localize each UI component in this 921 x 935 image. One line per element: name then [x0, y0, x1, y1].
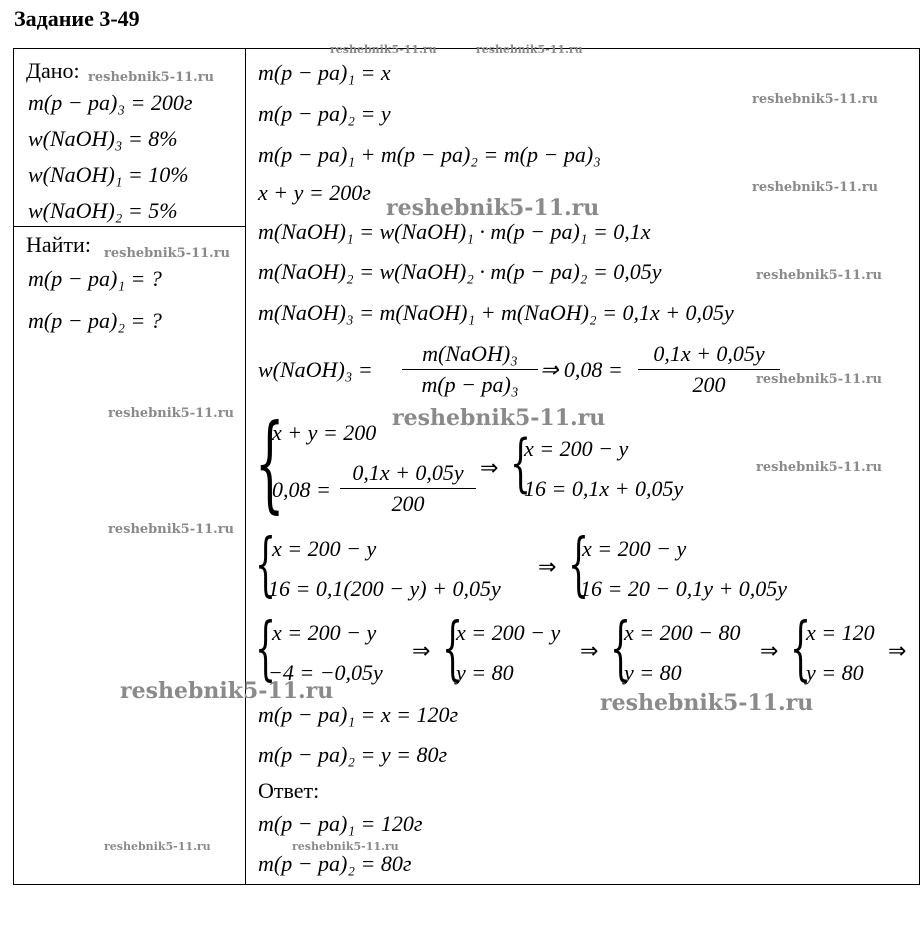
watermark-large: reshebnik5-11.ru: [392, 405, 606, 431]
system-line: 16 = 0,1x + 0,05y: [524, 476, 684, 501]
fraction-numerator: 0,1x + 0,05y: [352, 460, 464, 485]
watermark: reshebnik5-11.ru: [752, 180, 879, 195]
fraction: [402, 343, 538, 396]
answer-line: m(p − pa)₁ = 120г: [258, 811, 423, 836]
find-item: m(p − pa)₁ = ?: [28, 266, 162, 291]
system-brace: {: [790, 608, 812, 689]
system-brace: {: [255, 524, 277, 605]
watermark: reshebnik5-11.ru: [756, 372, 883, 387]
solution-line: m(p − pa)₂ = y: [258, 101, 391, 126]
watermark-large: reshebnik5-11.ru: [120, 678, 334, 704]
fraction: [340, 462, 476, 515]
table-divider-vertical: [245, 48, 246, 885]
watermark-large: reshebnik5-11.ru: [386, 195, 600, 221]
answer-line: m(p − pa)₂ = 80г: [258, 851, 412, 876]
watermark: reshebnik5-11.ru: [752, 92, 879, 107]
task-title: Задание 3-49: [14, 6, 140, 31]
watermark: reshebnik5-11.ru: [330, 43, 437, 56]
implies-arrow: ⇒: [580, 639, 599, 664]
result-line: m(p − pa)₁ = x = 120г: [258, 702, 459, 727]
fraction-bar: [402, 369, 538, 370]
implies-arrow: ⇒: [412, 639, 431, 664]
solution-line: x + y = 200г: [258, 180, 371, 205]
fraction-denominator: m(p − pa)₃: [421, 372, 519, 397]
watermark: reshebnik5-11.ru: [108, 406, 235, 421]
watermark-large: reshebnik5-11.ru: [600, 690, 814, 716]
given-item: w(NaOH)₁ = 10%: [28, 162, 189, 187]
implies-arrow: ⇒: [760, 639, 779, 664]
system-brace: {: [568, 524, 590, 605]
system-line: x = 200 − y: [272, 620, 377, 645]
system-line: y = 80: [806, 660, 864, 685]
fraction: [638, 343, 780, 396]
given-item: w(NaOH)₃ = 8%: [28, 126, 178, 151]
system-line: y = 80: [456, 660, 514, 685]
watermark: reshebnik5-11.ru: [476, 43, 583, 56]
implies-arrow: ⇒: [888, 639, 907, 664]
system-line: x = 200 − y: [456, 620, 561, 645]
fraction-numerator: 0,1x + 0,05y: [653, 341, 765, 366]
fraction-numerator: m(NaOH)₃: [422, 341, 518, 366]
given-item: w(NaOH)₂ = 5%: [28, 198, 178, 223]
solution-line: m(p − pa)₁ = x: [258, 60, 391, 85]
fraction-bar: [340, 488, 476, 489]
system-brace: {: [442, 608, 464, 689]
formula-lhs: w(NaOH)₃ =: [258, 357, 373, 382]
given-item: m(p − pa)₃ = 200г: [28, 90, 193, 115]
answer-label: Ответ:: [258, 778, 320, 803]
system-line: x = 200 − y: [272, 536, 377, 561]
system-line: x + y = 200: [272, 420, 377, 445]
watermark: reshebnik5-11.ru: [756, 460, 883, 475]
system-brace: {: [255, 401, 285, 524]
implies-arrow: ⇒: [480, 456, 499, 481]
fraction-denominator: 200: [692, 372, 726, 397]
find-header: Найти:: [26, 232, 91, 257]
solution-line: m(NaOH)₁ = w(NaOH)₁ · m(p − pa)₁ = 0,1x: [258, 219, 651, 244]
system-brace: {: [610, 608, 632, 689]
watermark: reshebnik5-11.ru: [104, 840, 211, 853]
system-line: 0,08 =: [272, 477, 331, 502]
watermark: reshebnik5-11.ru: [292, 840, 399, 853]
watermark: reshebnik5-11.ru: [104, 246, 231, 261]
system-line: x = 200 − 80: [624, 620, 741, 645]
given-header: Дано:: [26, 58, 80, 83]
formula-mid: ⇒ 0,08 =: [540, 357, 623, 382]
watermark: reshebnik5-11.ru: [756, 268, 883, 283]
solution-line: m(p − pa)₁ + m(p − pa)₂ = m(p − pa)₃: [258, 142, 601, 167]
system-brace: {: [255, 608, 277, 689]
solution-line: m(NaOH)₃ = m(NaOH)₁ + m(NaOH)₂ = 0,1x + 0,05y: [258, 300, 734, 325]
fraction-bar: [638, 369, 780, 370]
system-line: 16 = 0,1(200 − y) + 0,05y: [268, 576, 501, 601]
watermark: reshebnik5-11.ru: [108, 522, 235, 537]
table-divider-horizontal: [13, 226, 246, 227]
system-line: x = 120: [806, 620, 875, 645]
solution-line: m(NaOH)₂ = w(NaOH)₂ · m(p − pa)₂ = 0,05y: [258, 259, 662, 284]
system-line: x = 200 − y: [582, 536, 687, 561]
result-line: m(p − pa)₂ = y = 80г: [258, 742, 448, 767]
implies-arrow: ⇒: [538, 555, 557, 580]
system-line: y = 80: [624, 660, 682, 685]
fraction-denominator: 200: [391, 491, 425, 516]
watermark: reshebnik5-11.ru: [88, 70, 215, 85]
system-line: −4 = −0,05y: [268, 660, 383, 685]
system-line: x = 200 − y: [524, 436, 629, 461]
system-line: 16 = 20 − 0,1y + 0,05y: [580, 576, 788, 601]
system-brace: {: [510, 426, 532, 501]
find-item: m(p − pa)₂ = ?: [28, 308, 162, 333]
